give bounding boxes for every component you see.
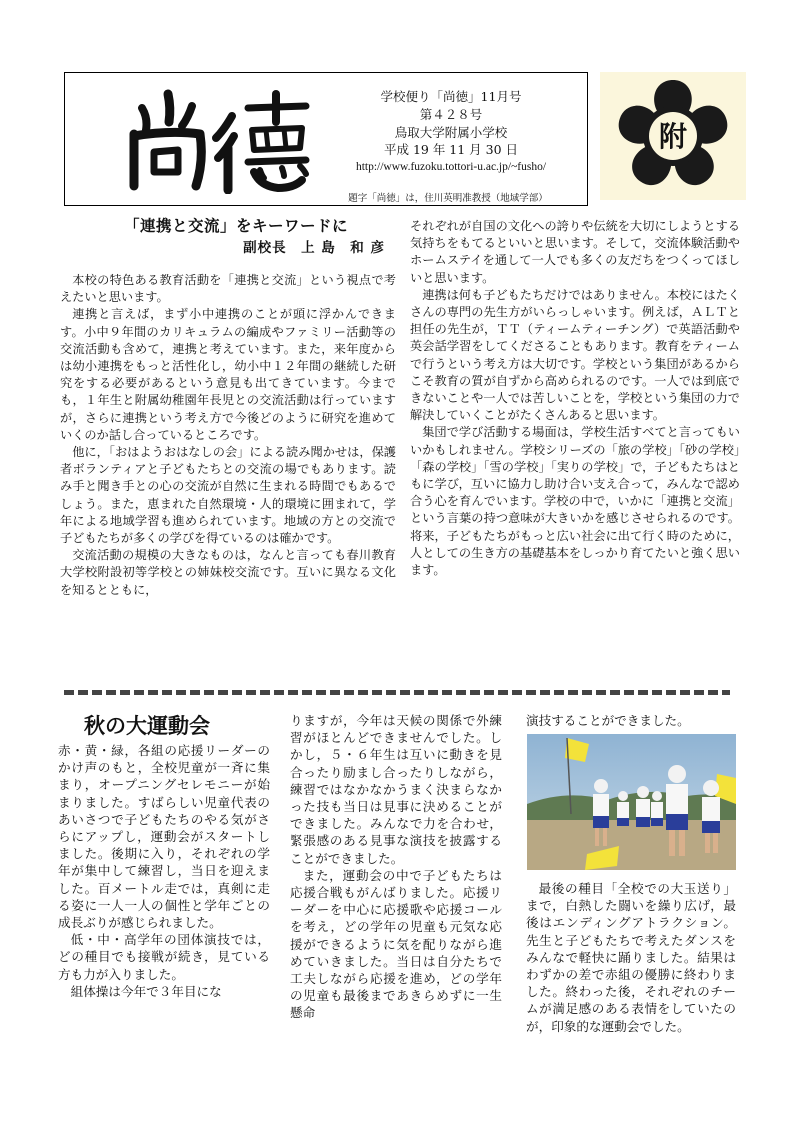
paragraph: それぞれが自国の文化への誇りや伝統を大切にしようとする気持ちをもてるといいと思います。そして，交流体験活動やホームステイを通して一人でも多くの友だちをつくってほしいと思います。 xyxy=(410,219,740,285)
calligraphy-credit: 題字「尚徳」は，住川英明准教授（地域学部） xyxy=(348,193,548,204)
article2-column-2 xyxy=(290,712,502,1022)
school-emblem xyxy=(600,72,746,200)
article2-column-1 xyxy=(58,742,270,1000)
masthead-logo xyxy=(120,86,316,194)
issue-number: 第４２８号 xyxy=(419,107,483,122)
article1-author: 副校長 上 島 和 彦 xyxy=(243,240,385,256)
school-url[interactable]: http://www.fuzoku.tottori-u.ac.jp/~fusho/ xyxy=(355,161,547,173)
article1-left-column xyxy=(60,272,396,599)
article2-column-3-top xyxy=(526,712,736,729)
article1-title: 「連携と交流」をキーワードに xyxy=(123,217,348,235)
cherry-blossom-emblem-icon xyxy=(600,72,746,200)
paragraph: 他に，「おはようおはなしの会」による読み聞かせは，保護者ボランティアと子どもたちとの交流の場でもあります。読み手と聞き手との心の交流が自然に生まれる時間でもあるでしょう。また，恵まれた自然環境・人的環境に囲まれて，学年による地域学習も進められています。地域の方との交流で子どもたちが多くの学びを得ているのは確かです。 xyxy=(60,445,396,546)
paragraph: また，運動会の中で子どもたちは応援合戦もがんばりました。応援リーダーを中心に応援歌や応援コールを考え，どの学年の児童も元気な応援ができるように気を配りながら進めていきました。当日は自分たちで工夫しながら応援を進め，どの学年の児童も最後まであきらめずに一生懸命 xyxy=(290,867,502,1021)
paragraph: 交流活動の規模の大きなものは，なんと言っても春川教育大学校附設初等学校との姉妹校交流です。互いに異なる文化を知るとともに， xyxy=(60,548,396,597)
paragraph: 連携と言えば，まず小中連携のことが頭に浮かんできます。小中９年間のカリキュラムの編成やファミリー活動等の交流活動も含めて，連携と考えています。また，来年度からは幼小連携をもっと活性化し，幼小中１２年間の継続した研究をする必要があるという意見も出てきています。今までも，１年生と附属幼稚園年長児との交流活動は行っていますが，さらに連携という考え方で今後どのように研究を進めていくのか話し合っているところです。 xyxy=(60,307,396,442)
article2-title: 秋の大運動会 xyxy=(84,714,210,738)
paragraph: りますが，今年は天候の関係で外練習がほとんどできませんでした。しかし，５・６年生は互いに動きを見合ったり励まし合ったりしながら，練習ではなかなかうまく決まらなかった技も当日は見事に決めることができました。みんなで力を合わせ，緊張感のある見事な演技を披露することができました。 xyxy=(290,713,502,866)
paragraph: 赤・黄・緑，各組の応援リーダーのかけ声のもと，全校児童が一斉に集まり，オープニングセレモニーが始まりました。すばらしい児童代表のあいさつで子どもたちのやる気がさらにアップし，運動会がスタートしました。後期に入り，それぞれの学年が集中して練習し，当日を迎えました。百メートル走では，真剣に走る姿に一人一人の個性と学年ごとの成長ぶりが感じられました。 xyxy=(58,743,270,931)
paragraph: 連携は何も子どもたちだけではありません。本校にはたくさんの専門の先生方がいらっしゃいます。例えば，ＡＬＴと担任の先生が，ＴＴ（ティームティーチング）で英語活動や英会話学習をしてくださることもあります。教育をティームで行うという考え方は大切です。学校という集団があるからこそ教育の質が自ずから高められるのです。一人では到底できないことや一人では苦しいことを，学校という集団の力で解決していくことがたくさんあると思います。 xyxy=(410,287,740,423)
newsletter-title: 学校便り「尚徳」11月号 xyxy=(380,89,522,104)
emblem-character: 附 xyxy=(658,120,688,153)
section-divider xyxy=(64,690,730,695)
paragraph: 組体操は今年で３年目にな xyxy=(70,983,222,999)
paragraph: 低・中・高学年の団体演技では，どの種目でも接戦が続き，見ている方も力が入りました。 xyxy=(58,932,270,982)
sports-day-photo-icon xyxy=(527,734,736,870)
school-name: 鳥取大学附属小学校 xyxy=(394,125,508,140)
issue-date: 平成 19 年 11 月 30 日 xyxy=(383,142,519,157)
paragraph: 集団で学び活動する場面は，学校生活すべてと言ってもいいかもしれません。学校シリーズの「旅の学校」「砂の学校」「森の学校」「雪の学校」「実りの学校」で，子どもたちはともに学び，互いに協力し助け合い支え合って，みんなで認め合う心を育んでいます。学校の中で，いかに「連携と交流」という言葉の持つ意味が大きいかを感じさせられるのです。将来，子どもたちがもっと広い社会に出て行く時のために，人としての生き方の基礎基本をしっかり育てたいと強く思います。 xyxy=(410,425,740,578)
paragraph: 本校の特色ある教育活動を「連携と交流」という視点で考えたいと思います。 xyxy=(60,273,396,305)
sports-day-photo xyxy=(527,734,736,870)
article2-column-3 xyxy=(526,880,736,1035)
paragraph: 演技することができました。 xyxy=(526,713,690,728)
article1-right-column xyxy=(410,218,740,579)
paragraph: 最後の種目「全校での大玉送り」まで，白熱した闘いを繰り広げ，最後はエンディングアトラクション。先生と子どもたちで考えたダンスをみんなで軽快に踊りました。結果はわずかの差で赤組の優勝に終わりました。終わった後，それぞれのチームが満足感のある表情をしていたのが，印象的な運動会でした。 xyxy=(526,881,736,1034)
calligraphy-logo-icon xyxy=(120,86,316,194)
